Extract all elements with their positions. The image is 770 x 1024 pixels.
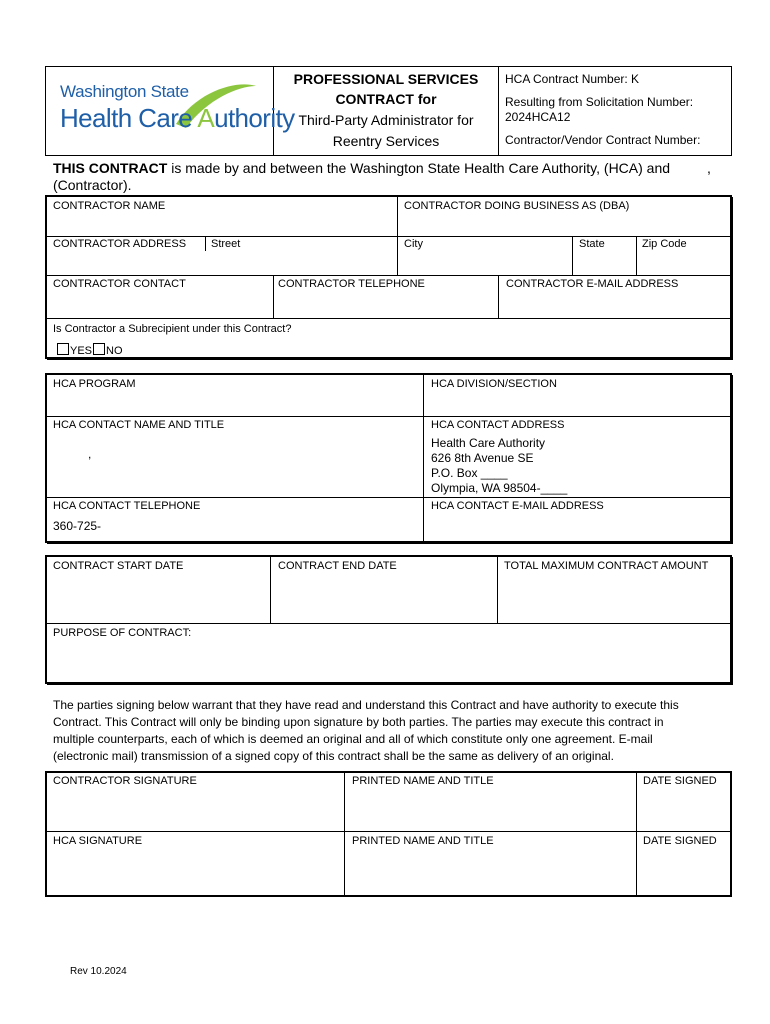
hca-contact-address-label: HCA CONTACT ADDRESS (431, 419, 565, 431)
contractor-signature-label: CONTRACTOR SIGNATURE (53, 775, 197, 787)
logo-text-health-care: Health Care (60, 103, 198, 133)
terms-col-line-1 (270, 555, 271, 624)
hca-address-line1: Health Care Authority (431, 436, 546, 450)
hca-col-line (423, 373, 424, 543)
contractor-city-label: City (404, 238, 423, 250)
hca-signature-label: HCA SIGNATURE (53, 835, 143, 847)
contractor-contact-label: CONTRACTOR CONTACT (53, 278, 186, 290)
header-divider-2 (498, 66, 499, 156)
yes-label: YES (70, 345, 93, 357)
hca-logo (58, 80, 295, 140)
signature-box (45, 771, 732, 897)
signature-col-line-1 (344, 771, 345, 897)
logo-line2 (60, 103, 295, 134)
contractor-email-label: CONTRACTOR E-MAIL ADDRESS (506, 278, 679, 290)
vendor-contract-number: Contractor/Vendor Contract Number: (505, 133, 701, 147)
hca-address-line2: 626 8th Avenue SE (431, 451, 534, 465)
hca-contract-number: HCA Contract Number: K (505, 72, 640, 86)
contract-amount-label: TOTAL MAXIMUM CONTRACT AMOUNT (504, 560, 709, 572)
contractor-dba-label: CONTRACTOR DOING BUSINESS AS (DBA) (404, 200, 630, 212)
hca-address-line4: Olympia, WA 98504-____ (431, 481, 568, 495)
hca-contact-name-value: , (88, 447, 92, 461)
yes-checkbox[interactable] (57, 343, 69, 355)
title-line2: CONTRACT for (335, 91, 437, 107)
warrant-line2: Contract. This Contract will only be binding upon signature by both parties. The parties may execute this contract in (53, 715, 664, 729)
hca-box (45, 373, 732, 543)
terms-box-shadow-bottom (47, 682, 733, 685)
contractor-date-signed-label: DATE SIGNED (643, 775, 717, 787)
hca-division-label: HCA DIVISION/SECTION (431, 378, 557, 390)
contractor-name-label: CONTRACTOR NAME (53, 200, 166, 212)
terms-box-shadow-right (730, 557, 733, 685)
no-checkbox[interactable] (93, 343, 105, 355)
contractor-street-label: Street (211, 238, 241, 250)
warrant-line1: The parties signing below warrant that they have read and understand this Contract and have authority to execute this (53, 698, 679, 712)
contractor-zip-label: Zip Code (642, 238, 687, 250)
contract-title (274, 69, 498, 152)
hca-box-shadow-bottom (47, 541, 733, 544)
no-label: NO (106, 345, 123, 357)
hca-email-label: HCA CONTACT E-MAIL ADDRESS (431, 500, 604, 512)
terms-box (45, 555, 732, 684)
subrecipient-options (57, 343, 123, 357)
hca-printed-name-label: PRINTED NAME AND TITLE (352, 835, 494, 847)
logo-text-a: A (197, 103, 215, 133)
warrant-line3: multiple counterparts, each of which is deemed an original and all of which constitute only one agreement. E-mail (53, 732, 653, 746)
subrecipient-question: Is Contractor a Subrecipient under this Contract? (53, 323, 292, 335)
terms-col-line-2 (497, 555, 498, 624)
intro-comma: , (707, 160, 711, 176)
contractor-box-shadow-right (730, 197, 733, 360)
contractor-col-line-state (572, 236, 573, 276)
intro-rest: is made by and between the Washington State Health Care Authority, (HCA) and (167, 160, 671, 176)
contractor-col-line-tel (273, 275, 274, 319)
contractor-telephone-label: CONTRACTOR TELEPHONE (278, 278, 425, 290)
intro-bold: THIS CONTRACT (53, 160, 168, 176)
contractor-address-label: CONTRACTOR ADDRESS (53, 238, 187, 250)
logo-text-uthority: uthority (214, 103, 295, 133)
subtitle-line2: Reentry Services (332, 133, 440, 149)
contractor-col-line-zip (636, 236, 637, 276)
contractor-col-line-email (498, 275, 499, 319)
hca-box-shadow-right (730, 375, 733, 544)
hca-telephone-value: 360-725- (53, 519, 102, 533)
terms-row-line (45, 623, 732, 624)
contractor-state-label: State (579, 238, 605, 250)
warrant-line4: (electronic mail) transmission of a signed copy of this contract shall be the same as delivery of an original. (53, 749, 614, 763)
contractor-col-line-street (205, 236, 206, 251)
title-line1: PROFESSIONAL SERVICES (293, 71, 479, 87)
solicitation-number: 2024HCA12 (505, 110, 571, 124)
intro-line1 (53, 160, 670, 176)
purpose-label: PURPOSE OF CONTRACT: (53, 627, 192, 639)
hca-row-line-1 (45, 416, 732, 417)
signature-row-line (45, 831, 732, 832)
signature-col-line-2 (636, 771, 637, 897)
hca-date-signed-label: DATE SIGNED (643, 835, 717, 847)
contractor-row-line-2 (45, 275, 732, 276)
hca-address-line3: P.O. Box ____ (431, 466, 508, 480)
contractor-box-shadow-bottom (47, 357, 733, 360)
hca-telephone-label: HCA CONTACT TELEPHONE (53, 500, 201, 512)
solicitation-label: Resulting from Solicitation Number: (505, 95, 694, 109)
contractor-col-line-dba (397, 195, 398, 276)
contractor-row-line-3 (45, 318, 732, 319)
hca-row-line-2 (45, 497, 732, 498)
contract-end-label: CONTRACT END DATE (278, 560, 397, 572)
hca-contact-name-label: HCA CONTACT NAME AND TITLE (53, 419, 225, 431)
hca-program-label: HCA PROGRAM (53, 378, 136, 390)
contract-start-label: CONTRACT START DATE (53, 560, 184, 572)
contractor-printed-name-label: PRINTED NAME AND TITLE (352, 775, 494, 787)
logo-line1: Washington State (60, 82, 189, 101)
contractor-row-line-1 (45, 236, 732, 237)
revision-label: Rev 10.2024 (70, 966, 127, 977)
intro-line2: (Contractor). (53, 177, 132, 193)
subtitle-line1: Third-Party Administrator for (298, 112, 474, 128)
